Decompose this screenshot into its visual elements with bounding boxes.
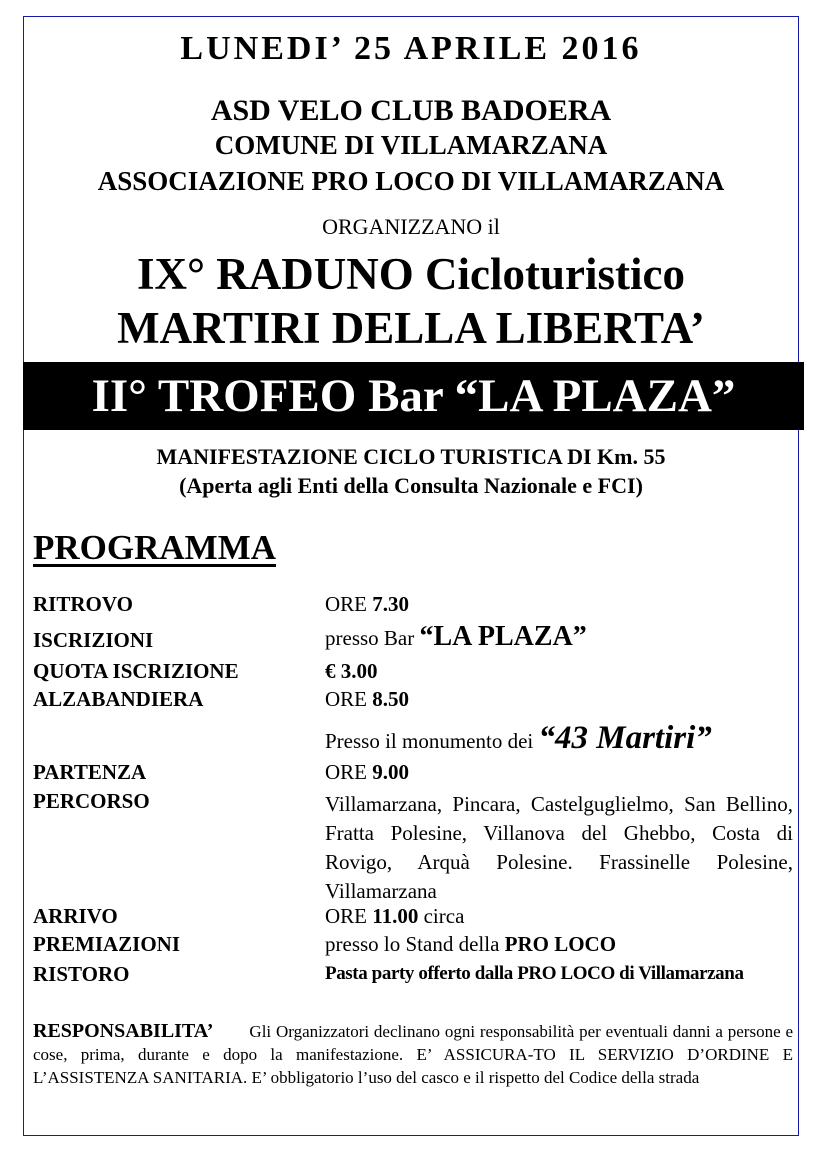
quota-label: QUOTA ISCRIZIONE xyxy=(33,659,239,683)
manifestazione-line2: (Aperta agli Enti della Consulta Nazionale e FCI) xyxy=(179,473,643,498)
trophy-banner-text: II° TROFEO Bar “LA PLAZA” xyxy=(91,370,736,422)
organizer-velo-club: ASD VELO CLUB BADOERA xyxy=(210,94,612,127)
organizer-comune: COMUNE DI VILLAMARZANA xyxy=(214,130,608,160)
alzabandiera-label: ALZABANDIERA xyxy=(33,687,204,711)
organizzano-text: ORGANIZZANO il xyxy=(322,214,500,239)
organizer-pro-loco: ASSOCIAZIONE PRO LOCO DI VILLAMARZANA xyxy=(97,166,725,196)
premiazioni-value: presso lo Stand della PRO LOCO xyxy=(325,932,617,956)
programma-heading: PROGRAMMA xyxy=(33,528,277,567)
event-title-line2: MARTIRI DELLA LIBERTA’ xyxy=(117,303,705,353)
iscrizioni-label: ISCRIZIONI xyxy=(33,628,154,652)
partenza-value: ORE 9.00 xyxy=(325,760,409,784)
premiazioni-label: PREMIAZIONI xyxy=(33,932,181,956)
ristoro-value: Pasta party offerto dalla PRO LOCO di Villamarzana xyxy=(325,963,744,984)
alzabandiera-value: ORE 8.50 xyxy=(325,687,409,711)
event-title-line1: IX° RADUNO Cicloturistico xyxy=(137,249,685,299)
quota-value: € 3.00 xyxy=(325,659,378,683)
percorso-label: PERCORSO xyxy=(33,789,150,813)
arrivo-label: ARRIVO xyxy=(33,904,118,928)
responsabilita-label: RESPONSABILITA’ xyxy=(33,1020,214,1042)
arrivo-value: ORE 11.00 circa xyxy=(325,904,465,928)
ristoro-label: RISTORO xyxy=(33,962,130,986)
trophy-banner xyxy=(23,362,804,430)
manifestazione-line1: MANIFESTAZIONE CICLO TURISTICA DI Km. 55 xyxy=(156,444,666,469)
ritrovo-label: RITROVO xyxy=(33,592,133,616)
ritrovo-value: ORE 7.30 xyxy=(325,592,409,616)
responsabilita-paragraph xyxy=(33,1020,793,1089)
responsabilita-text: Gli Organizzatori declinano ogni responsabilità per eventuali danni a persone e cose, prima, durante e dopo la manifestazione. E’ ASSICURA-TO IL SERVIZIO D’ORDINE E L’ASSISTENZA SANITARIA. E’ obbligatorio l’uso del casco e il rispetto del Codice della strada xyxy=(33,1022,793,1087)
alzabandiera-note: Presso il monumento dei “43 Martiri” xyxy=(325,720,712,756)
iscrizioni-value: presso Bar “LA PLAZA” xyxy=(325,621,587,652)
partenza-label: PARTENZA xyxy=(33,760,147,784)
percorso-value: Villamarzana, Pincara, Castelguglielmo, San Bellino, Fratta Polesine, Villanova del Ghebbo, Costa di Rovigo, Arquà Polesine. Frassinelle Polesine, Villamarzana xyxy=(325,792,793,903)
event-date: LUNEDI’ 25 APRILE 2016 xyxy=(180,30,642,67)
